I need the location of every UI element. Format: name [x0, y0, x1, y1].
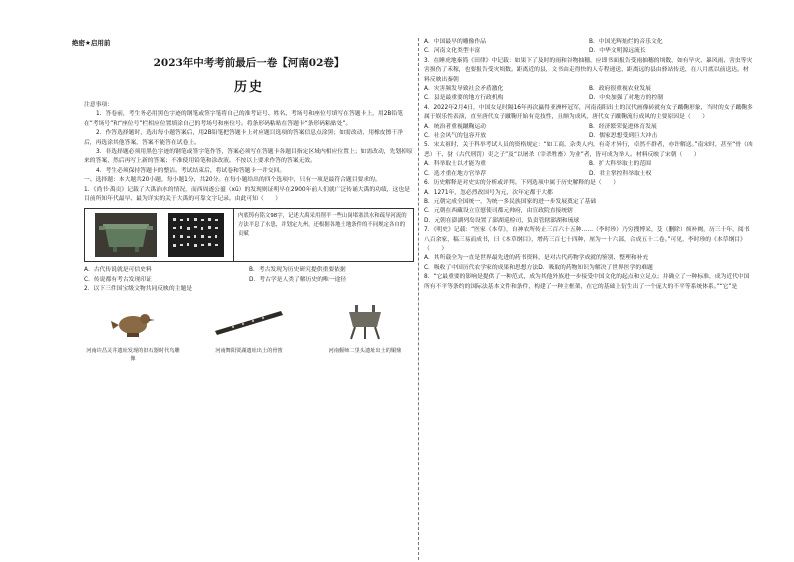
- option-a[interactable]: A．灾害频发导致社会矛盾激化: [424, 86, 504, 93]
- question-4-options: [424, 123, 754, 142]
- inscription-rubbing-image: [168, 213, 224, 257]
- option-c[interactable]: C．元朝在西藏设立宣慰使司都元帅府，由宣政院直接统辖: [424, 208, 573, 215]
- section1-intro: 一、选择题：本大题共20小题，每小题1分，共20分。在每小题给出的四个选项中，只有一项是最符合题目要求的。: [84, 177, 381, 184]
- option-a[interactable]: A．科举取士以才能为重: [424, 161, 486, 168]
- question-4-stem: 4．2022年2月4日，中国女足时隔16年再次赢得亚洲杯冠军，河南南阳出土的汉代画像砖就有女子蹴鞠形象，当时的女子蹴鞠多属于娱乐性表演，直至唐代女子蹴鞠开始有竞技性，且颇为成风，唐代女子蹴鞠流行成风的主要原因是（ ）: [424, 104, 753, 121]
- bronze-vessel-image: [95, 213, 157, 257]
- option-a[interactable]: A．其所载全为一直是世界最先进的药书资料，是对古代药物学成就的鉴别、整理和补充: [424, 255, 649, 262]
- note-item: 1．答卷前，考生务必用黑色字迹的钢笔或签字笔将自己的准考证号、姓名、考场号和座位号填写在答题卡上，用2B铅笔在“考场号”和“座位号”栏相应位置填涂自己的考场号和座位号。将条形码粘贴在答题卡“条形码粘贴处”。: [84, 111, 403, 127]
- option-d[interactable]: D．君主掌控科举取士权: [589, 170, 652, 177]
- option-d[interactable]: D．元朝在澎湖列岛设置了澎湖巡检司，负责管辖澎湖和琉球: [424, 217, 580, 224]
- option-c[interactable]: C．河南文化类型丰富: [424, 48, 481, 55]
- option-c[interactable]: C．社会风气的包容开放: [424, 133, 487, 140]
- question-2-stem: 2．以下三件国宝级文物共同反映的主题是: [84, 286, 193, 293]
- question-5-stem: 5．宋太祖时，关于科举考试人员的资格规定：“如工商、杂类人内，有奇才异行，卓然不群者，亦许解送。”南宋时，甚至“骨（凶恶）干、豺（古代刑罚）吏之子”及“以屠杀（宰杀牲畜）为业”者，皆可成为举人。材料反映了宋朝（ ）: [424, 142, 753, 158]
- question-7-stem: 7．《明史》记载：“医家《本草》，自神农所传止三百六十五种……（李时珍）乃穷搜博采，芟（删除）烦补阙，历三十年，阅书八百余家，稿三易而成书，曰《本草纲目》，增药三百七十四种，厘为一十六部，合成五十二卷。”可见，李时珍的《本草纲目》（ ）: [424, 227, 750, 252]
- question-2-images: [84, 301, 414, 363]
- option-b[interactable]: B．扩大科举取士的范围: [589, 161, 651, 168]
- inscription-description: 内底铸有铭文98字，记述大禹采用削平一些山岗堵塞洪水和疏导河流的方法平息了水患，并划定九州，还根据各地土地条件的不同规定各自的贡赋: [233, 209, 413, 261]
- option-c[interactable]: C．吸收了中国历代农学家的成果和思想方法D．吸取的药物知识为解决了世界医学的难题: [424, 264, 653, 271]
- note-item: 2．作答选择题时，选出每小题答案后，用2B铅笔把答题卡上对应题目选项的答案信息点涂黑；如需改动，用橡皮擦干净后，再选涂其他答案，答案不能答在试卷上。: [84, 130, 403, 146]
- option-a[interactable]: A．中国最早的雕像作品: [424, 39, 486, 45]
- image-cell: [200, 301, 298, 363]
- option-b[interactable]: B．元朝完成全国统一，为统一多民族国家的进一步发展奠定了基础: [424, 198, 597, 205]
- option-c[interactable]: C．选才重在地方官举荐: [424, 170, 487, 177]
- subject-title: 历史: [233, 80, 264, 95]
- exam-title: 2023年中考考前最后一卷【河南02卷】: [153, 57, 345, 69]
- image-cell: [84, 301, 182, 363]
- question-3-stem: 3．在睡虎地秦简《田律》中记载：如果下了及时的雨和谷物抽穗，应即书面报告受雨抽穗的顷数，如有旱灾、暴风雨、害虫等灾害损伤了禾稼，也要报告受灾顷数。距离近的县，文书由走得快的人专程递送，距离远的县由驿站传送，在八月底以前送达。材料反映出秦朝: [424, 57, 753, 83]
- notes-heading: 注意事项：: [84, 102, 113, 108]
- option-d[interactable]: D．中央加强了对地方的控制: [589, 95, 664, 102]
- left-column: [72, 38, 414, 363]
- question-3-options: [424, 85, 754, 104]
- right-column: [424, 38, 754, 292]
- image-caption: 河南许昌灵井遗址发现的旧石器时代鸟雕像: [86, 347, 180, 362]
- question-1-figure: [84, 208, 414, 262]
- image-caption: 河南舞阳贾湖遗址出土的骨笛: [215, 347, 283, 354]
- option-b[interactable]: B．考古发现为历史研究提供重要依据: [249, 267, 346, 274]
- note-item: 4．考生必须保持答题卡的整洁。考试结束后，将试卷和答题卡一并交回。: [96, 167, 286, 174]
- option-c[interactable]: C．传说都有考古发现印证: [84, 276, 152, 283]
- image-cell: [316, 301, 414, 363]
- question-8-stem: 8．“它最重要的影响是提供了一种范式，成为其他外族进一步接受中国文化的起点和立足点；并确立了一种标准，成为近代中国所有不平等条约的国际法基本文件和条件，构建了一种主框架，在它的基础上衍生出了一个庞大的不平等系统体系。”“它”是: [424, 274, 750, 290]
- image-caption: 河南偃师二里头遗址出土的铜鼎: [328, 347, 402, 354]
- option-d[interactable]: D．儒家思想受到巨大冲击: [589, 133, 658, 140]
- bird-carving-image: [103, 301, 163, 343]
- option-d[interactable]: D．考古学是人类了解历史的唯一途径: [249, 276, 347, 283]
- secret-label: 绝密★启用前: [72, 39, 111, 47]
- option-b[interactable]: B．中国光辉灿烂的音乐文化: [589, 39, 663, 45]
- question-1-options: [84, 266, 414, 285]
- bone-flute-image: [209, 301, 289, 343]
- question-5-options: [424, 160, 754, 179]
- option-a[interactable]: A．统治者重视蹴鞠运动: [424, 123, 486, 130]
- option-d[interactable]: D．中华文明源远流长: [589, 48, 646, 55]
- note-item: 3．非选择题必须用黑色字迹的钢笔或签字笔作答，答案必须写在答题卡各题目指定区域内相应位置上；如需改动，先划掉原来的答案，然后再写上新的答案；不准使用铅笔和涂改液。不按以上要求作答的答案无效。: [84, 149, 413, 165]
- question-2-options: [424, 38, 754, 57]
- question-1-stem: 1．《尚书·禹贡》记载了大禹治水的情况，而西周遂公盨（xū）的发现则证明早在2900年前人们就广泛传诵大禹的功绩，这也是目前所知年代最早、最为详实的关于大禹的可靠文字记录。由此可知（ ）: [84, 186, 410, 203]
- option-b[interactable]: B．政府很重视农业发展: [589, 86, 651, 93]
- question-6-stem: 6．历史解释是对史实的分析或评判。下列选项中属于历史解释的是（ ）: [424, 180, 619, 187]
- option-b[interactable]: B．经济繁荣促进体育发展: [589, 123, 657, 130]
- option-c[interactable]: C．县是最重要的地方行政机构: [424, 95, 504, 102]
- bronze-ding-image: [337, 301, 393, 343]
- option-a[interactable]: A．古代传说就是可信史料: [84, 267, 152, 274]
- column-divider: [418, 38, 419, 560]
- option-a[interactable]: A．1271年，忽必烈改国号为元，次年定都于大都: [424, 189, 553, 196]
- bronze-images: [85, 209, 233, 261]
